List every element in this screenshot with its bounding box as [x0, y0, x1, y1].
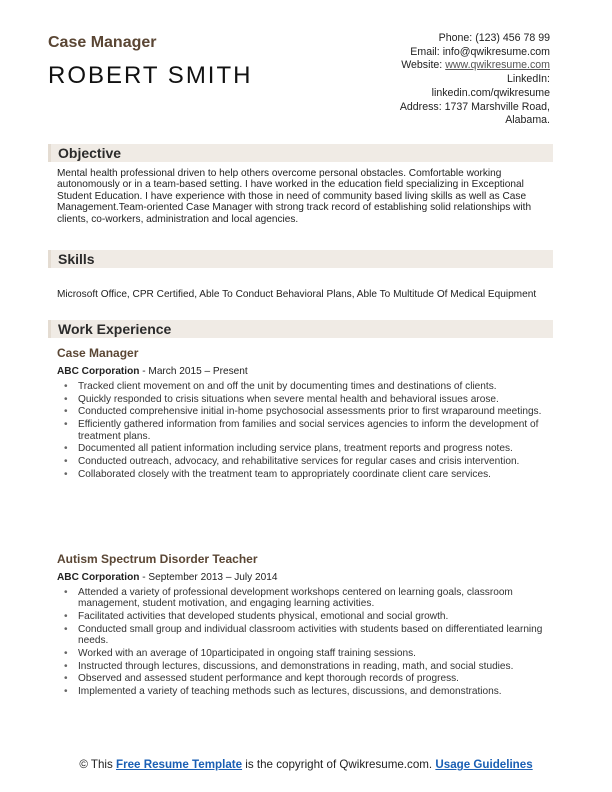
- contact-email: Email: info@qwikresume.com: [410, 45, 550, 58]
- job-bullets: [60, 587, 550, 699]
- candidate-name: ROBERT SMITH: [48, 62, 253, 89]
- list-item: • Implemented a variety of teaching methods such as lectures, discussions, and demonstrations.: [60, 686, 550, 697]
- contact-linkedin: linkedin.com/qwikresume: [431, 86, 550, 99]
- copyright-footer: © This Free Resume Template is the copyright of Qwikresume.com. Usage Guidelines: [79, 758, 533, 771]
- job-role: Autism Spectrum Disorder Teacher: [57, 552, 258, 566]
- list-item: • Documented all patient information including service plans, treatment reports and progress notes.: [60, 443, 550, 454]
- list-item: • Efficiently gathered information from families and social services agencies to inform the development of treatment plans.: [60, 419, 550, 442]
- job-role: Case Manager: [57, 346, 139, 360]
- contact-address-line2: Alabama.: [505, 114, 550, 127]
- objective-section-header: [48, 144, 553, 162]
- list-item: • Collaborated closely with the treatment team to appropriately coordinate client care services.: [60, 469, 550, 480]
- job-bullets: [60, 381, 550, 481]
- list-item: • Quickly responded to crisis situations when severe mental health and behavioral issues arose.: [60, 394, 550, 405]
- objective-text: Mental health professional driven to help others overcome personal obstacles. Comfortable working autonomously or in a team-based setting. I have worked in the education field specializing in Exceptional Student Education. I have experience with those in need of community based living skills as well as Case Management.Team-oriented Case Manager with strong track record of establishing solid relationships with clients, co-workers, administration and local agencies.: [57, 168, 532, 225]
- contact-website: Website: www.qwikresume.com: [401, 59, 550, 72]
- list-item: • Conducted small group and individual classroom activities with students based on differentiated learning needs.: [60, 624, 550, 647]
- list-item: • Conducted outreach, advocacy, and rehabilitative services for regular cases and crisis intervention.: [60, 456, 550, 467]
- contact-phone: Phone: (123) 456 78 99: [438, 32, 550, 44]
- free-resume-template-link[interactable]: Free Resume Template: [116, 758, 243, 771]
- list-item: • Instructed through lectures, discussions, and demonstrations in reading, math, and social studies.: [60, 661, 550, 672]
- experience-heading: Work Experience: [58, 321, 172, 337]
- skills-section-header: [48, 250, 553, 268]
- job-company: ABC Corporation - September 2013 – July 2014: [57, 572, 278, 583]
- list-item: • Tracked client movement on and off the unit by documenting times and destinations of clients.: [60, 381, 550, 392]
- website-link[interactable]: www.qwikresume.com: [445, 59, 550, 72]
- usage-guidelines-link[interactable]: Usage Guidelines: [435, 758, 533, 771]
- contact-address: Address: 1737 Marshville Road,: [399, 100, 550, 113]
- job-title: Case Manager: [48, 34, 157, 51]
- contact-linkedin-label: LinkedIn:: [507, 73, 550, 86]
- list-item: • Facilitated activities that developed students physical, emotional and social growth.: [60, 611, 550, 622]
- list-item: • Observed and assessed student performance and kept thorough records of progress.: [60, 673, 550, 684]
- list-item: • Worked with an average of 10participated in ongoing staff training sessions.: [60, 648, 550, 659]
- skills-text: Microsoft Office, CPR Certified, Able To Conduct Behavioral Plans, Able To Multitude Of Medical Equipment: [57, 289, 537, 300]
- contact-block: [350, 32, 550, 128]
- skills-heading: Skills: [58, 251, 95, 267]
- list-item: • Conducted comprehensive initial in-home psychosocial assessments prior to first wraparound meetings.: [60, 406, 550, 417]
- experience-section-header: [48, 320, 553, 338]
- job-company: ABC Corporation - March 2015 – Present: [57, 366, 248, 377]
- list-item: • Attended a variety of professional development workshops centered on learning goals, classroom management, student motivation, and engaging learning activities.: [60, 587, 550, 610]
- objective-heading: Objective: [58, 145, 122, 161]
